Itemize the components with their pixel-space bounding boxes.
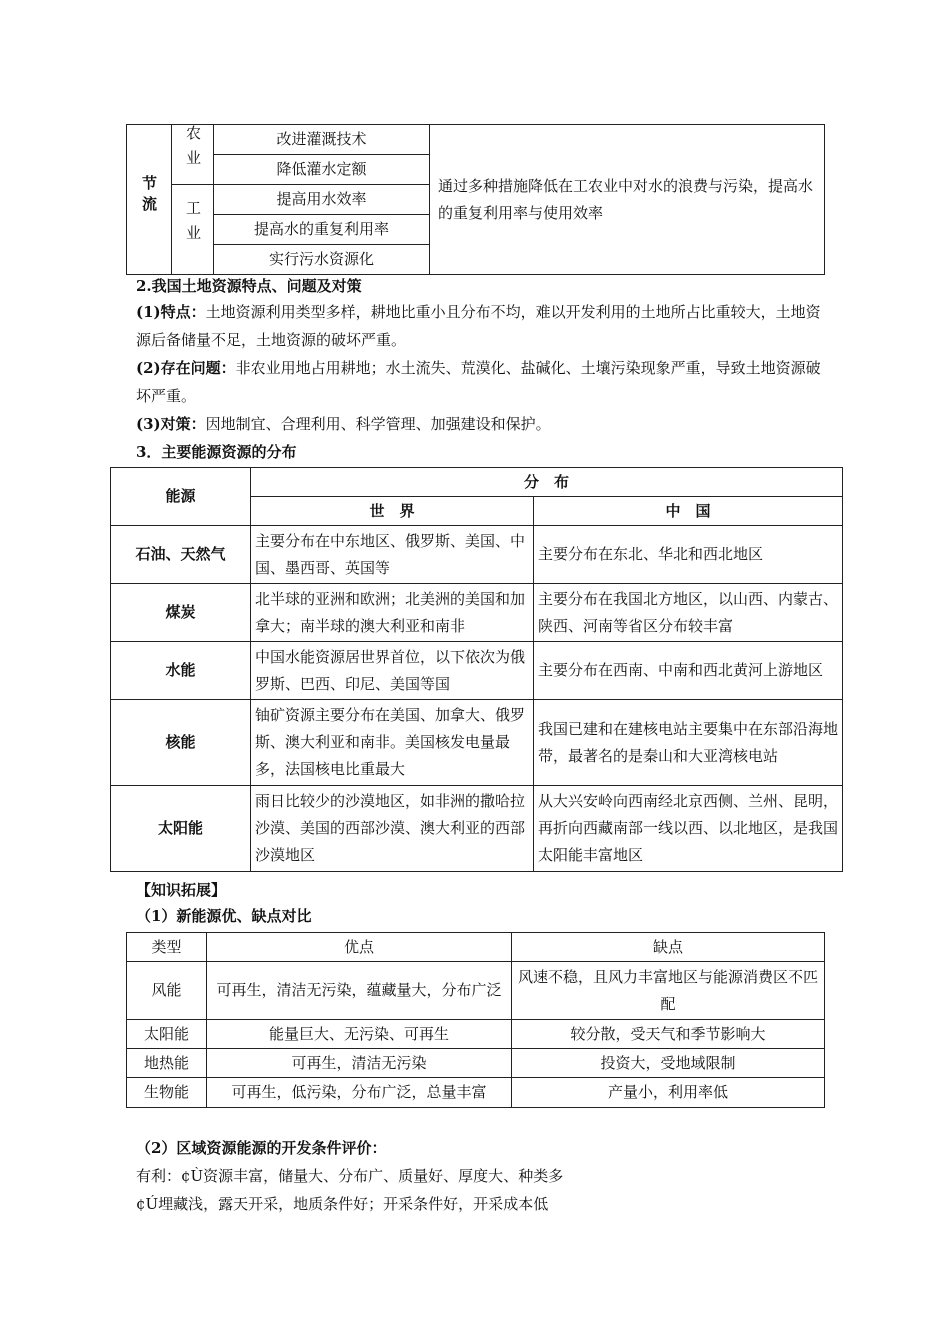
energy-table	[110, 467, 843, 872]
gongye-cell	[172, 185, 214, 275]
energy-world: 主要分布在中东地区、俄罗斯、美国、中国、墨西哥、英国等	[251, 526, 534, 584]
energy-china: 我国已建和在建核电站主要集中在东部沿海地带，最著名的是秦山和大亚湾核电站	[534, 700, 843, 786]
type-cell: 太阳能	[127, 1020, 207, 1049]
col-type-header: 类型	[127, 933, 207, 962]
con-cell: 产量小，利用率低	[512, 1078, 825, 1108]
ext-line2: ¢Ú埋藏浅，露天开采，地质条件好；开采条件好，开采成本低	[136, 1195, 549, 1213]
con-cell: 投资大，受地域限制	[512, 1049, 825, 1078]
land-p1-text: 土地资源利用类型多样，耕地比重小且分布不均，难以开发利用的土地所占比重较大，土地资源后备储量不足，土地资源的破坏严重。	[136, 303, 821, 349]
con-cell: 较分散，受天气和季节影响大	[512, 1020, 825, 1049]
jieliu-label: 节流	[140, 174, 158, 217]
energy-heading: 3．主要能源资源的分布	[136, 443, 297, 461]
jieliu-cell	[127, 125, 172, 275]
energy-name: 煤炭	[111, 584, 251, 642]
nongye-cell	[172, 125, 214, 185]
energy-world: 中国水能资源居世界首位，以下依次为俄罗斯、巴西、印尼、美国等国	[251, 642, 534, 700]
pro-cell: 可再生，清洁无污染	[207, 1049, 512, 1078]
col-energy-header: 能源	[111, 468, 251, 526]
ext-heading: 【知识拓展】	[136, 881, 227, 899]
land-p1-label: (1)特点：	[136, 303, 206, 321]
ext-sub1: （1）新能源优、缺点对比	[136, 907, 312, 925]
col-pro-header: 优点	[207, 933, 512, 962]
col-world-header: 世 界	[251, 497, 534, 526]
gongye-label: 工业	[184, 200, 202, 250]
pro-cell: 可再生，清洁无污染，蕴藏量大，分布广泛	[207, 962, 512, 1020]
land-p1	[136, 298, 826, 354]
land-p3-text: 因地制宜、合理利用、科学管理、加强建设和保护。	[205, 415, 551, 433]
energy-world: 雨日比较少的沙漠地区，如非洲的撒哈拉沙漠、美国的西部沙漠、澳大利亚的西部沙漠地区	[251, 786, 534, 872]
water-saving-table	[126, 124, 825, 275]
water-item: 降低灌水定额	[214, 155, 430, 185]
type-cell: 生物能	[127, 1078, 207, 1108]
water-item: 提高用水效率	[214, 185, 430, 215]
energy-name: 石油、天然气	[111, 526, 251, 584]
energy-china: 主要分布在我国北方地区，以山西、内蒙古、陕西、河南等省区分布较丰富	[534, 584, 843, 642]
land-p2-label: (2)存在问题：	[136, 359, 236, 377]
energy-name: 水能	[111, 642, 251, 700]
con-cell: 风速不稳，且风力丰富地区与能源消费区不匹配	[512, 962, 825, 1020]
land-p3	[136, 410, 826, 438]
col-con-header: 缺点	[512, 933, 825, 962]
energy-china: 主要分布在西南、中南和西北黄河上游地区	[534, 642, 843, 700]
type-cell: 风能	[127, 962, 207, 1020]
water-item: 实行污水资源化	[214, 245, 430, 275]
energy-name: 核能	[111, 700, 251, 786]
land-p2-text: 非农业用地占用耕地；水土流失、荒漠化、盐碱化、土壤污染现象严重，导致土地资源破坏严重。	[136, 359, 821, 405]
energy-world: 北半球的亚洲和欧洲；北美洲的美国和加拿大；南半球的澳大利亚和南非	[251, 584, 534, 642]
water-item: 提高水的重复利用率	[214, 215, 430, 245]
col-china-header: 中 国	[534, 497, 843, 526]
water-summary: 通过多种措施降低在工农业中对水的浪费与污染，提高水的重复利用率与使用效率	[430, 125, 825, 275]
land-p3-label: (3)对策：	[136, 415, 206, 433]
energy-name: 太阳能	[111, 786, 251, 872]
pro-cell: 可再生，低污染，分布广泛，总量丰富	[207, 1078, 512, 1108]
nongye-label: 农业	[184, 125, 202, 175]
water-item: 改进灌溉技术	[214, 125, 430, 155]
pro-cell: 能量巨大、无污染、可再生	[207, 1020, 512, 1049]
type-cell: 地热能	[127, 1049, 207, 1078]
energy-world: 铀矿资源主要分布在美国、加拿大、俄罗斯、澳大利亚和南非。美国核发电量最多，法国核电比重最大	[251, 700, 534, 786]
land-heading: 2.我国土地资源特点、问题及对策	[136, 277, 362, 295]
ext-line1: 有利：¢Ù资源丰富，储量大、分布广、质量好、厚度大、种类多	[136, 1167, 564, 1185]
land-p2	[136, 354, 826, 410]
energy-china: 主要分布在东北、华北和西北地区	[534, 526, 843, 584]
new-energy-table	[126, 932, 825, 1108]
ext-sub2: （2）区域资源能源的开发条件评价：	[136, 1139, 387, 1157]
energy-china: 从大兴安岭向西南经北京西侧、兰州、昆明，再折向西藏南部一线以西、以北地区，是我国太阳能丰富地区	[534, 786, 843, 872]
col-dist-header: 分 布	[251, 468, 843, 497]
